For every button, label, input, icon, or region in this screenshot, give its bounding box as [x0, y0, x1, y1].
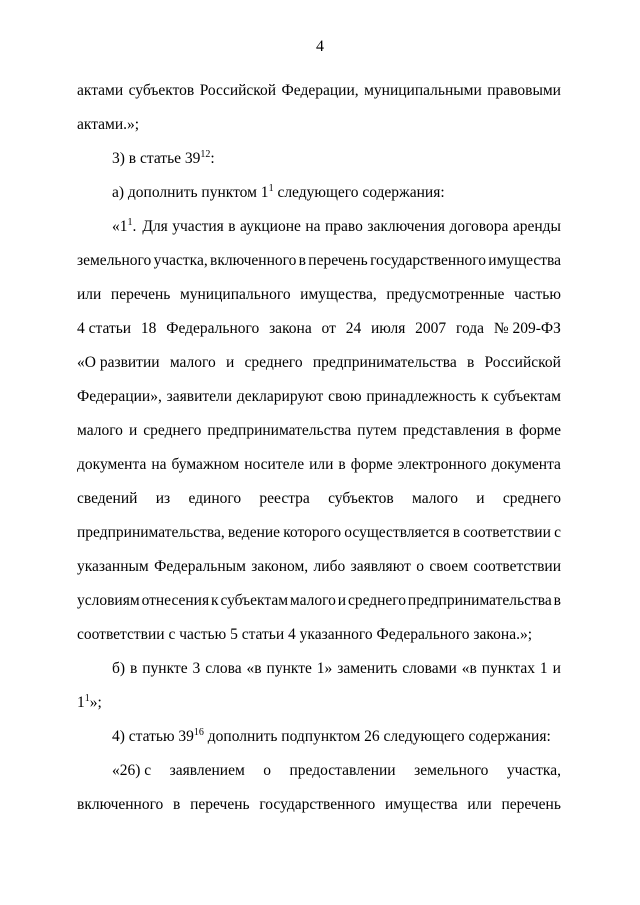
word: в [505, 422, 513, 439]
word: б) [112, 660, 126, 677]
word: из [155, 490, 171, 507]
word: среднего [244, 354, 303, 371]
text-line: 3) в статье $39^{12}$: [112, 149, 215, 167]
word: участка, [506, 762, 561, 779]
text-line [77, 652, 561, 686]
word: малого [289, 592, 336, 609]
word: единого [188, 490, 242, 507]
text-line: «$1^1$. Для участия в аукционе на право заключения договора аренды [77, 210, 561, 244]
word: муниципального [179, 286, 291, 303]
word: перечень [110, 286, 171, 303]
word: декларируют [236, 388, 324, 405]
word: 24 [345, 320, 362, 337]
word: среднего [502, 490, 561, 507]
text-line [77, 516, 561, 550]
word: предпринимательства, [77, 524, 225, 541]
word: в [130, 660, 138, 677]
word: соответствии [463, 524, 551, 541]
word: № 209-ФЗ [493, 320, 561, 337]
word: на [305, 218, 321, 235]
word: включенного [77, 796, 164, 813]
word: 4 статьи [77, 320, 132, 337]
text-line [77, 448, 561, 482]
word: земельного [77, 252, 152, 269]
word: «26) с [112, 762, 152, 779]
word: осуществляется [344, 524, 450, 541]
word: в [173, 796, 181, 813]
word: предпринимательства [207, 422, 352, 439]
word: своем [429, 558, 469, 575]
text-line [77, 380, 561, 414]
word: среднего [143, 422, 202, 439]
word: 3 [192, 660, 201, 677]
word: закона [269, 320, 312, 337]
word: заменить [337, 660, 398, 677]
word: о [416, 558, 424, 575]
word: и [226, 354, 235, 371]
word: муниципальными [364, 82, 482, 99]
word: правовыми [487, 82, 561, 99]
word: отнесения [141, 592, 210, 609]
word: государственного [259, 796, 376, 813]
text-line [77, 346, 561, 380]
word: путем [357, 422, 397, 439]
word: или [309, 456, 334, 473]
word: года [455, 320, 485, 337]
word: указанным [77, 558, 149, 575]
text-line [77, 550, 561, 584]
word: и [337, 592, 347, 609]
word: актами [77, 82, 124, 99]
word: «О развитии [77, 354, 160, 371]
word: документа [491, 456, 561, 473]
word: которого [283, 524, 342, 541]
word: в [298, 252, 306, 269]
word: слова [205, 660, 242, 677]
word: заключения [367, 218, 445, 235]
word: от [321, 320, 336, 337]
word: законом, [251, 558, 309, 575]
text-line [77, 788, 561, 822]
text-line: актами.»; [77, 116, 140, 133]
word: право [325, 218, 363, 235]
word: Для [142, 218, 168, 235]
word: перечень [190, 796, 250, 813]
text-line [77, 584, 561, 618]
word: и [552, 660, 561, 677]
word: государственного [370, 252, 486, 269]
word: принадлежность [366, 388, 477, 405]
word: 18 [140, 320, 157, 337]
word: Российской [199, 82, 277, 99]
word: Федеральным [154, 558, 246, 575]
word: аукционе [240, 218, 301, 235]
text-line [77, 278, 561, 312]
word: среднего [347, 592, 407, 609]
word: «в [461, 660, 477, 677]
word: и [128, 422, 138, 439]
word: Федерального [166, 320, 260, 337]
word: 1» [316, 660, 333, 677]
word: заявлением [169, 762, 245, 779]
text-line: соответствии с частью 5 статьи 4 указанного Федерального закона.»; [77, 626, 533, 643]
word: заявляют [350, 558, 411, 575]
word: форме [350, 456, 393, 473]
text-line [77, 482, 561, 516]
word: земельного [414, 762, 489, 779]
word: на [151, 456, 167, 473]
word: предпринимательства [407, 592, 552, 609]
word: и [476, 490, 485, 507]
word: имущества [384, 796, 458, 813]
word: с [554, 524, 561, 541]
word: в [228, 218, 236, 235]
word: «в [246, 660, 262, 677]
word: имущества [488, 252, 561, 269]
word: участка, [153, 252, 208, 269]
word: субъектам [493, 388, 561, 405]
word: сведений [77, 490, 138, 507]
word: имущества, [300, 286, 377, 303]
word: в [452, 524, 461, 541]
word: или [77, 286, 102, 303]
word: в [338, 456, 346, 473]
text-line: $1^1$»; [77, 693, 102, 711]
word: договора [449, 218, 509, 235]
word: реестра [259, 490, 310, 507]
word: электронного [397, 456, 487, 473]
text-line [77, 754, 561, 788]
word: 1 [539, 660, 548, 677]
word: предусмотренные [386, 286, 505, 303]
word: документа [77, 456, 147, 473]
word: перечень [308, 252, 368, 269]
word: в [553, 592, 561, 609]
word: представления [402, 422, 500, 439]
word: условиям [77, 592, 140, 609]
word: ведение [227, 524, 281, 541]
text-line [77, 244, 561, 278]
word: участия [172, 218, 224, 235]
word: пункте [142, 660, 188, 677]
word: июля [371, 320, 406, 337]
text-line: 4) статью $39^{16}$ дополнить подпунктом 26 следующего содержания: [112, 727, 551, 745]
word: либо [313, 558, 346, 575]
word: малого [77, 422, 123, 439]
word: бумажном [171, 456, 240, 473]
word: о [263, 762, 272, 779]
word: субъектам [220, 592, 289, 609]
word: перечень [501, 796, 561, 813]
word: Федерации, [281, 82, 359, 99]
page-number: 4 [316, 38, 324, 55]
word: субъектов [128, 82, 195, 99]
word: пункте [266, 660, 312, 677]
document-body [77, 74, 561, 822]
word: включенного [210, 252, 297, 269]
word: Российской [484, 354, 561, 371]
word: к [481, 388, 489, 405]
word: форме [519, 422, 561, 439]
word: словами [402, 660, 457, 677]
text-line [77, 74, 561, 108]
word: предпринимательства [312, 354, 457, 371]
word-group [142, 210, 561, 244]
word: предоставлении [289, 762, 396, 779]
word: субъектов [328, 490, 394, 507]
word: аренды [512, 218, 561, 235]
text-line [77, 312, 561, 346]
word: малого [169, 354, 216, 371]
text-line [77, 414, 561, 448]
word: 2007 [415, 320, 447, 337]
word: частью [513, 286, 561, 303]
word: малого [412, 490, 458, 507]
word: заявители [166, 388, 233, 405]
word: свою [328, 388, 362, 405]
word: соответствии [473, 558, 561, 575]
word: к [211, 592, 219, 609]
word: пунктах [481, 660, 535, 677]
word: или [467, 796, 492, 813]
word: Федерации», [77, 388, 162, 405]
word: в [466, 354, 475, 371]
word: носителе [244, 456, 305, 473]
text-line: а) дополнить пунктом $1^1$ следующего содержания: [112, 183, 445, 201]
